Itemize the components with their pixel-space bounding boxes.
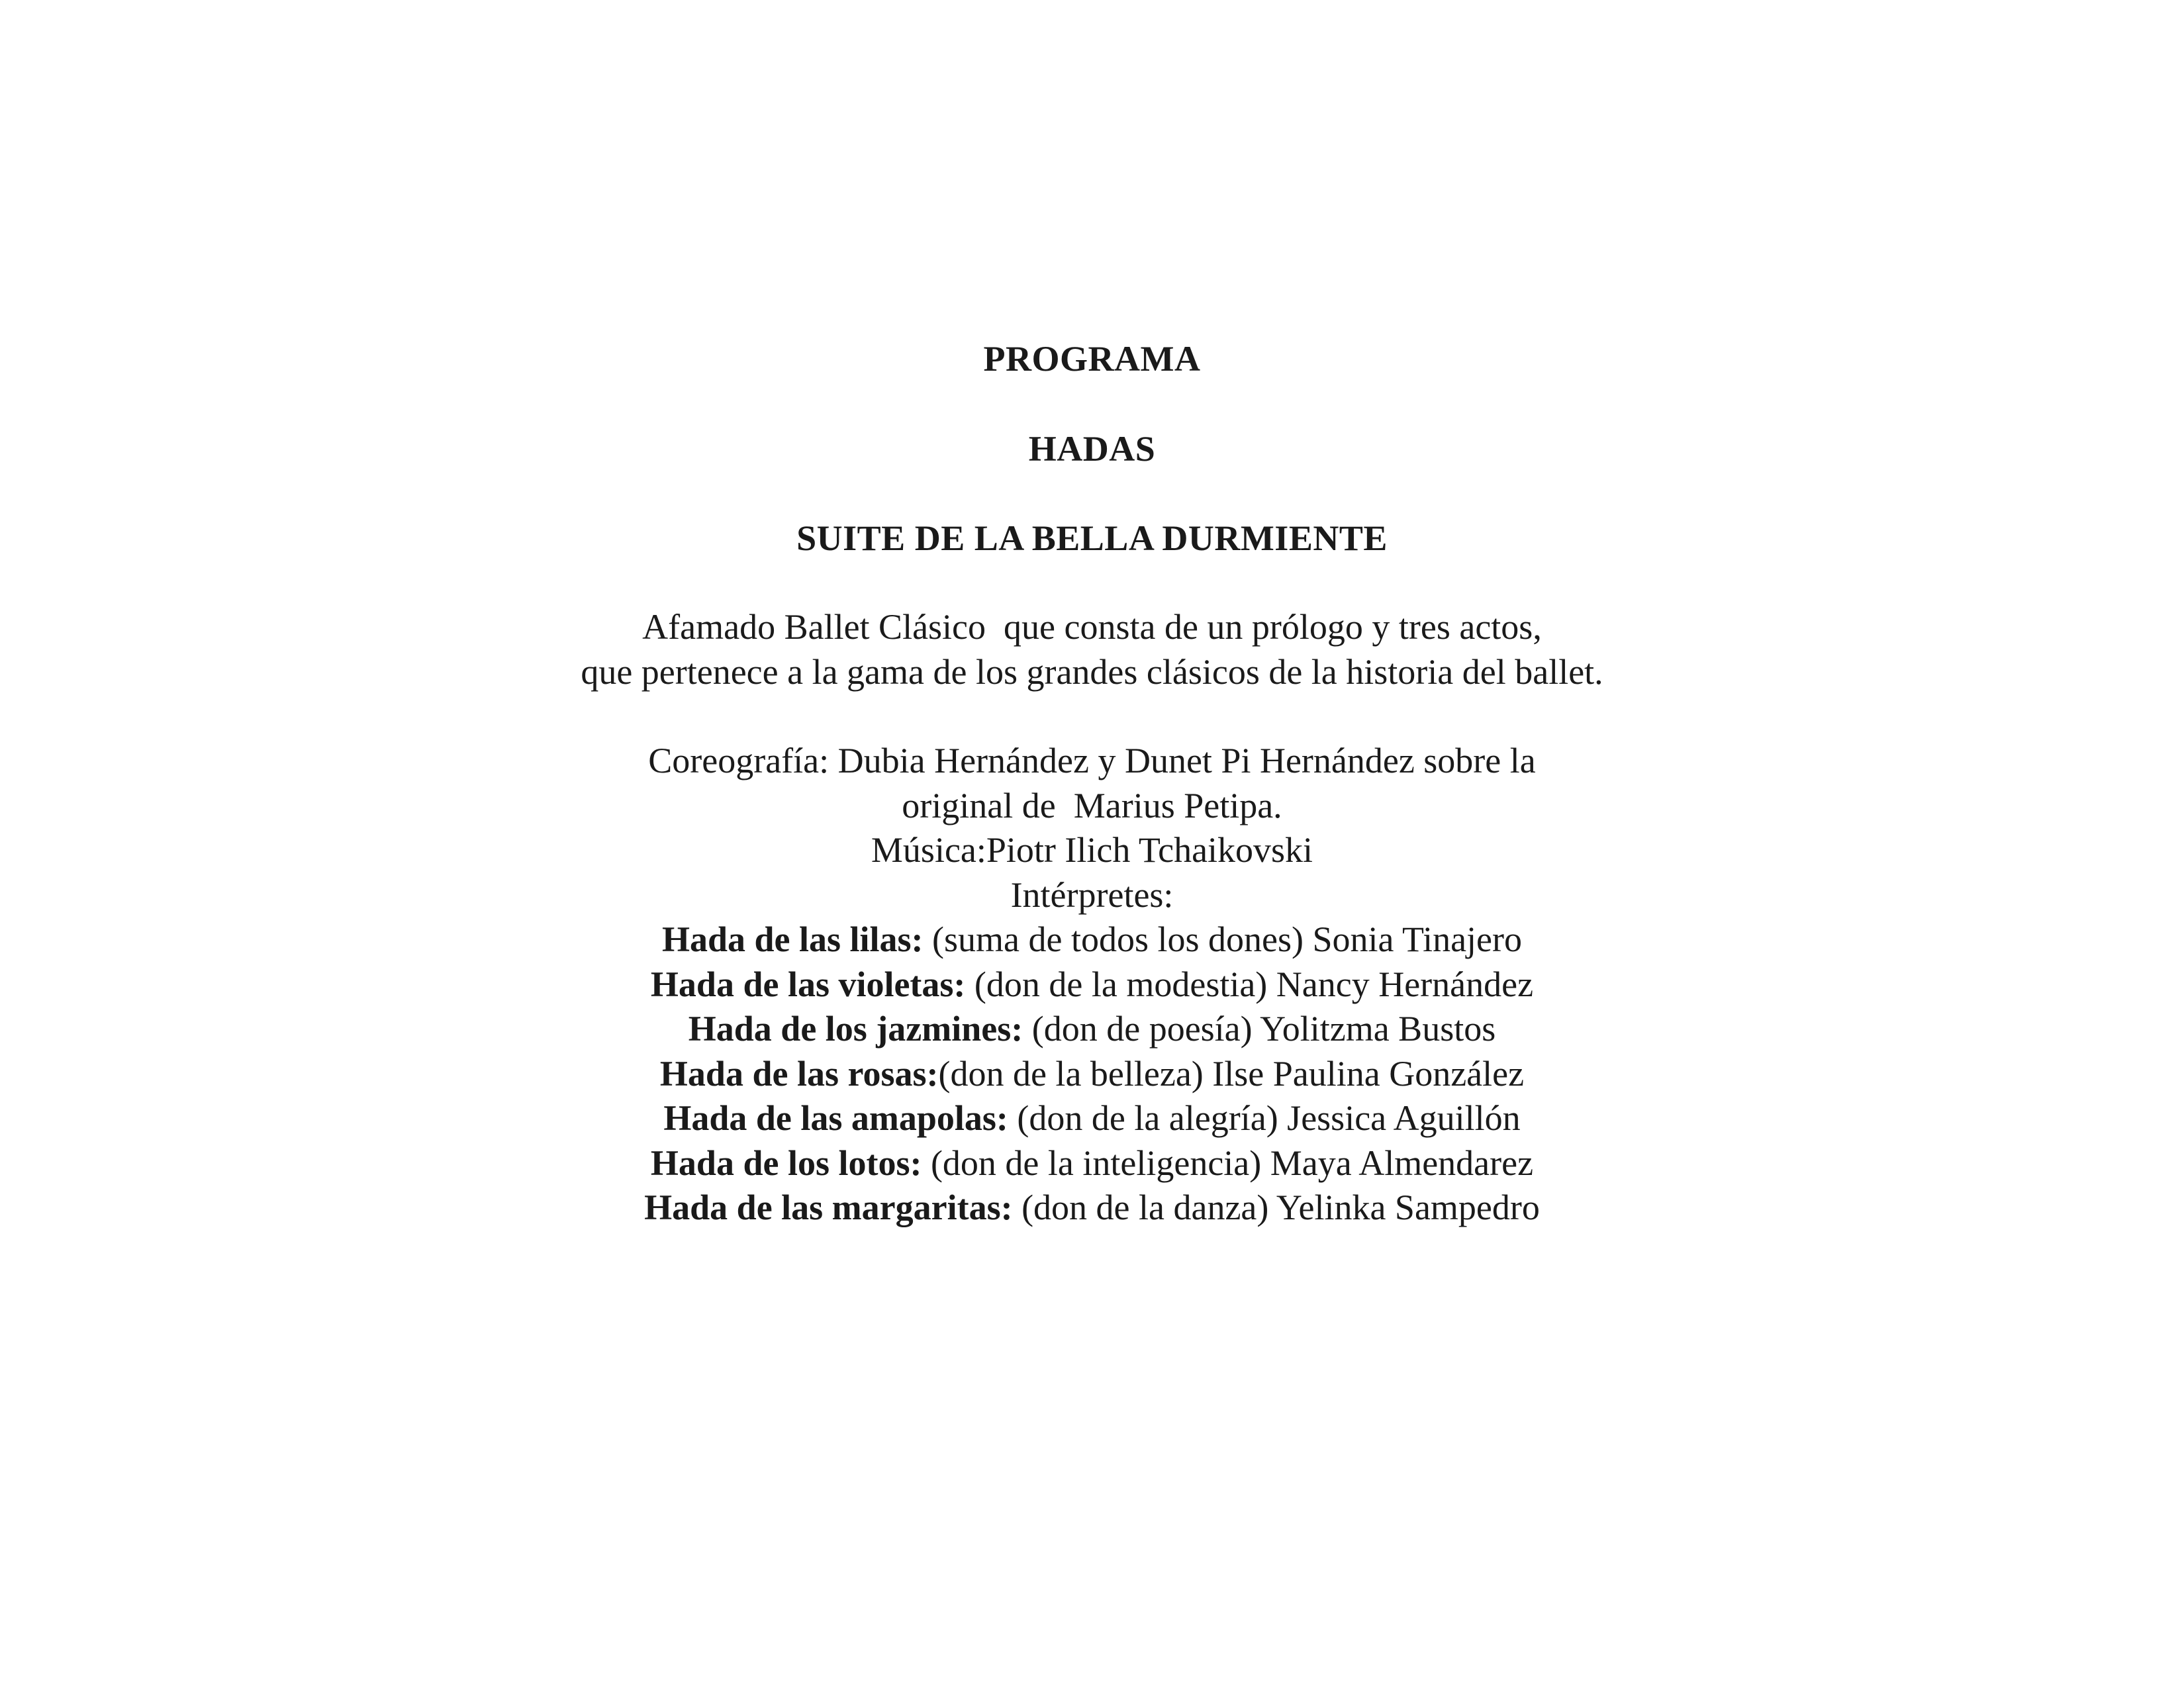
cast-role: Hada de los jazmines: — [688, 1009, 1023, 1049]
intro-paragraph — [0, 604, 2184, 694]
section-title: HADAS — [1028, 429, 1156, 469]
piece-title: SUITE DE LA BELLA DURMIENTE — [796, 518, 1388, 558]
choreography-line: original de Marius Petipa. — [902, 785, 1282, 825]
cast-role: Hada de las amapolas: — [663, 1098, 1008, 1138]
music-line: Música:Piotr Ilich Tchaikovski — [871, 830, 1313, 870]
cast-line — [0, 1052, 2184, 1097]
cast-line — [0, 1096, 2184, 1141]
cast-detail: (suma de todos los dones) Sonia Tinajero — [923, 919, 1523, 959]
cast-line — [0, 1007, 2184, 1052]
cast-role: Hada de las violetas: — [650, 964, 966, 1004]
cast-line — [0, 1141, 2184, 1186]
cast-role: Hada de las margaritas: — [644, 1188, 1013, 1227]
cast-role: Hada de las lilas: — [661, 919, 924, 959]
choreography-line: Coreografía: Dubia Hernández y Dunet Pi Hernández sobre la — [648, 741, 1536, 780]
cast-detail: (don de la belleza) Ilse Paulina González — [938, 1053, 1525, 1094]
program-title: PROGRAMA — [983, 339, 1201, 379]
intro-line: Afamado Ballet Clásico que consta de un prólogo y tres actos, — [642, 607, 1542, 647]
cast-line — [0, 1186, 2184, 1231]
cast-detail: (don de la modestia) Nancy Hernández — [965, 964, 1534, 1004]
cast-role: Hada de los lotos: — [650, 1143, 922, 1183]
performers-label: Intérpretes: — [1010, 874, 1174, 915]
cast-line — [0, 917, 2184, 962]
credits-block — [0, 739, 2184, 1231]
cast-detail: (don de la inteligencia) Maya Almendarez — [922, 1143, 1534, 1183]
intro-line: que pertenece a la gama de los grandes clásicos de la historia del ballet. — [581, 652, 1603, 692]
cast-line — [0, 962, 2184, 1008]
cast-detail: (don de la danza) Yelinka Sampedro — [1012, 1188, 1540, 1227]
cast-detail: (don de la alegría) Jessica Aguillón — [1008, 1098, 1521, 1138]
cast-role: Hada de las rosas: — [659, 1053, 939, 1094]
cast-detail: (don de poesía) Yolitzma Bustos — [1023, 1009, 1496, 1049]
